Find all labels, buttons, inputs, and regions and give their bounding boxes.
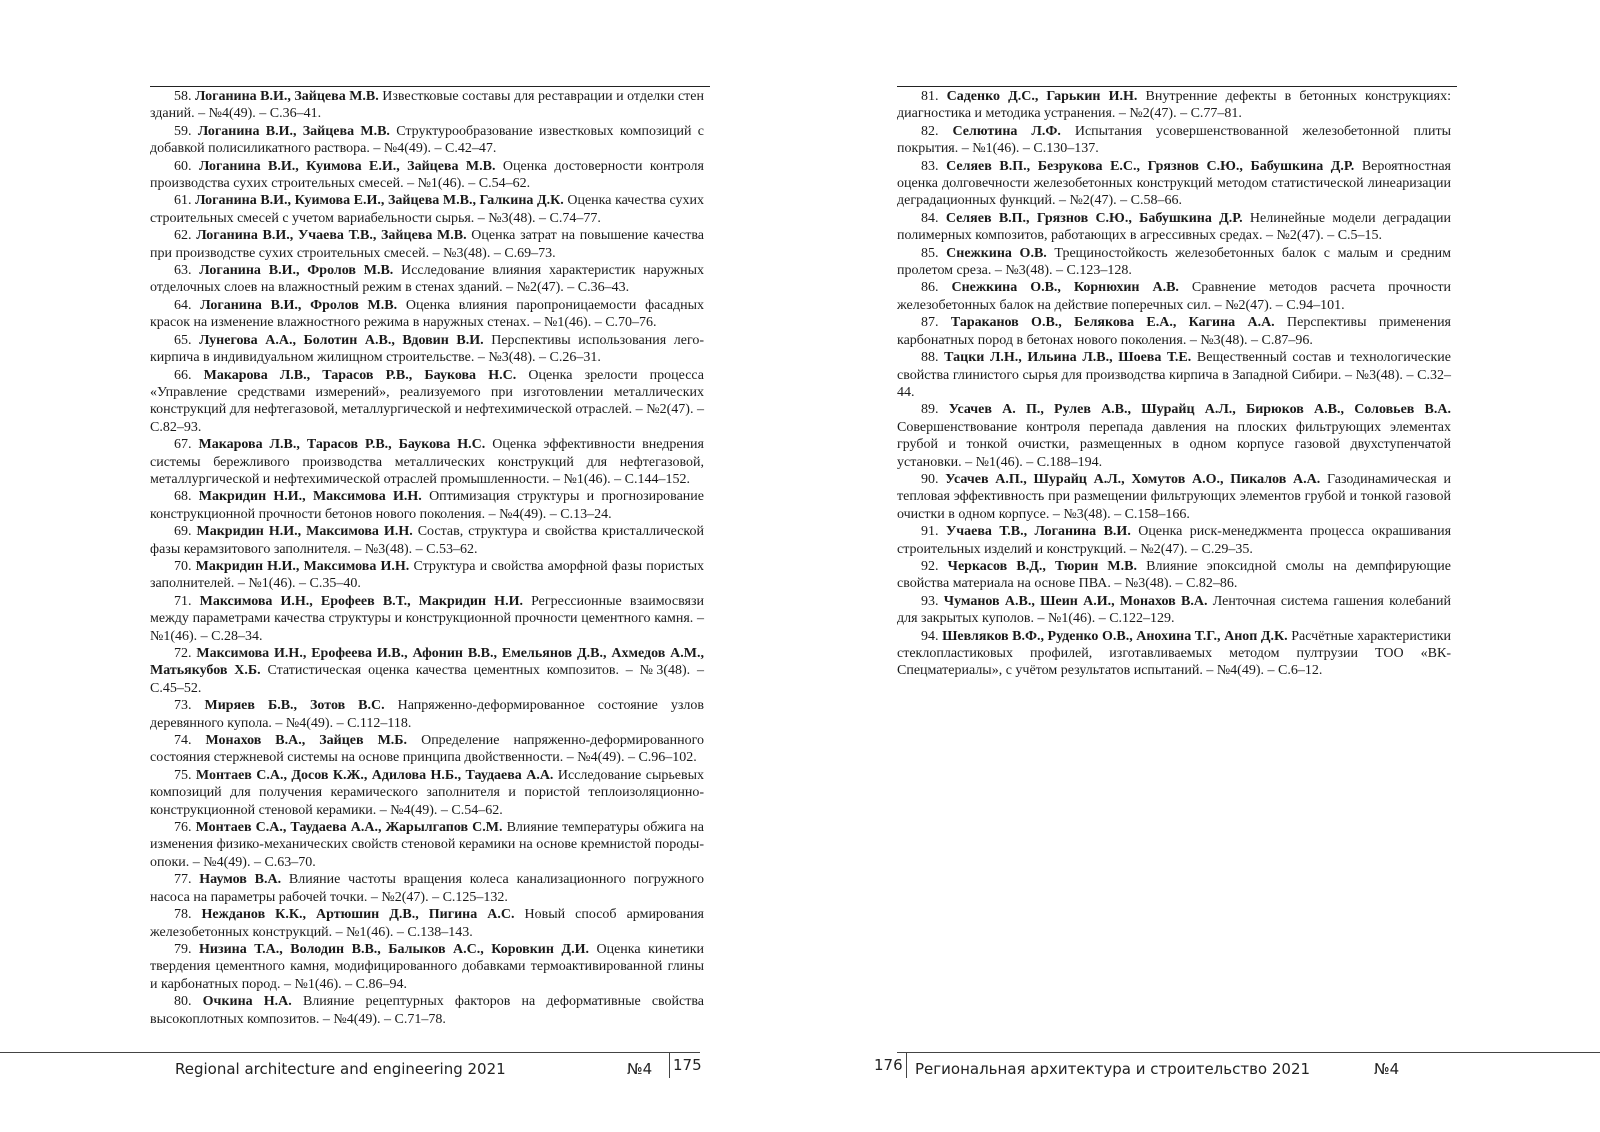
bibliography-entry	[150, 645, 704, 697]
entry-authors: Максимова И.Н., Ерофеев В.Т., Макридин Н.И.	[199, 593, 523, 609]
entry-number: 69.	[174, 524, 192, 540]
bibliography-entry	[897, 123, 1451, 158]
bibliography-entry	[150, 436, 704, 488]
bibliography-entry	[150, 297, 704, 332]
entry-text: Состав, структура и свойства кристаллической фазы керамзитового заполнителя. – №3(48). – С.53–62.	[150, 524, 705, 557]
page-number: 175	[669, 1052, 705, 1078]
entry-number: 62.	[174, 228, 192, 244]
entry-number: 84.	[921, 210, 939, 226]
bibliography-entry	[897, 349, 1451, 401]
entry-text: Перспективы использования лего-кирпича в индивидуальном жилищном строительстве. – №3(48). – С.26–31.	[150, 332, 704, 366]
bibliography-entry	[150, 158, 704, 193]
bibliography-entry	[150, 871, 704, 906]
entry-authors: Чуманов А.В., Шеин А.И., Монахов В.А.	[943, 593, 1208, 609]
bibliography-entry	[150, 941, 704, 993]
bibliography-entry	[897, 210, 1451, 245]
entry-text: Оценка затрат на повышение качества при производстве сухих строительных смесей. – №3(48). – С.69–73.	[150, 228, 705, 261]
entry-number: 64.	[174, 297, 192, 313]
entry-text: Газодинамическая и тепловая эффективность при размещении фильтрующих элементов грубой и тонкой газовой очистки в одном корпусе. – №3(48). – С.158–166.	[897, 471, 1451, 522]
bibliography-entry	[150, 367, 704, 437]
entry-text: Влияние частоты вращения колеса канализационного погружного насоса на параметры рабочей точки. – №2(47). – С.125–132.	[150, 872, 705, 905]
entry-number: 66.	[174, 367, 192, 383]
entry-text: Вероятностная оценка долговечности железобетонных конструкций методом статистической линеаризации деградационных функций. – №2(47). – С.58–66.	[897, 158, 1451, 209]
bibliography-entry	[150, 993, 704, 1028]
footer-issue-number: №4	[627, 1060, 653, 1078]
entry-text: Ленточная система гашения колебаний для закрытых куполов. – №1(46). – С.122–129.	[897, 593, 1452, 627]
entry-number: 74.	[174, 733, 192, 749]
entry-text: Оценка риск-менеджмента процесса окрашивания строительных изделий и конструкций. – №2(47). – С.29–35.	[897, 524, 1452, 557]
entry-number: 82.	[921, 123, 939, 139]
entry-text: Определение напряженно-деформированного состояния стержневой системы на основе принципа двойственности. – №4(49). – С.96–102.	[150, 733, 704, 766]
entry-authors: Шевляков В.Ф., Руденко О.В., Анохина Т.Г., Аноп Д.К.	[942, 628, 1288, 644]
entry-authors: Макарова Л.В., Тарасов Р.В., Баукова Н.С.	[198, 437, 486, 453]
entry-number: 88.	[921, 350, 939, 366]
entry-number: 71.	[174, 593, 192, 609]
entry-number: 59.	[174, 123, 192, 139]
bibliography-entry	[150, 558, 704, 593]
bibliography-entry	[150, 192, 704, 227]
bibliography-entry	[897, 471, 1451, 523]
entry-authors: Макарова Л.В., Тарасов Р.В., Баукова Н.С.	[203, 367, 517, 383]
entry-authors: Тацки Л.Н., Ильина Л.В., Шоева Т.Е.	[944, 350, 1192, 366]
bibliography-entry	[897, 401, 1451, 471]
entry-authors: Черкасов В.Д., Тюрин М.В.	[947, 558, 1137, 574]
entry-authors: Логанина В.И., Фролов М.В.	[199, 263, 394, 279]
entry-authors: Селяев В.П., Безрукова Е.С., Грязнов С.Ю., Бабушкина Д.Р.	[946, 158, 1355, 174]
bibliography-entry	[150, 88, 704, 123]
entry-number: 92.	[921, 558, 939, 574]
entry-text: Оптимизация структуры и прогнозирование конструкционной прочности бетонов нового поколения. – №4(49). – С.13–24.	[150, 489, 704, 522]
top-rule	[150, 86, 710, 87]
bibliography-entry	[150, 488, 704, 523]
entry-text: Внутренние дефекты в бетонных конструкциях: диагностика и методика устранения. – №2(47). – С.77–81.	[897, 89, 1451, 122]
entry-text: Напряженно-деформированное состояние узлов деревянного купола. – №4(49). – С.112–118.	[150, 698, 704, 731]
entry-authors: Селяев В.П., Грязнов С.Ю., Бабушкина Д.Р.	[945, 210, 1243, 226]
entry-number: 89.	[921, 402, 939, 418]
entry-authors: Монахов В.А., Зайцев М.Б.	[205, 733, 408, 749]
entry-number: 86.	[921, 280, 939, 296]
entry-number: 83.	[921, 158, 939, 174]
bibliography-entry	[897, 593, 1451, 628]
right-page	[800, 0, 1600, 1132]
bibliography-entry	[897, 158, 1451, 210]
bibliography-entry	[150, 332, 704, 367]
entry-text: Структура и свойства аморфной фазы пористых заполнителей. – №1(46). – С.35–40.	[150, 558, 705, 592]
bibliography-entry	[150, 906, 704, 941]
entry-authors: Монтаев С.А., Таудаева А.А., Жарылгапов С.М.	[195, 820, 503, 836]
page-number: 176	[871, 1052, 907, 1078]
footer-journal-title: Региональная архитектура и строительство 2021	[915, 1060, 1311, 1078]
bibliography-entry	[897, 523, 1451, 558]
entry-authors: Логанина В.И., Зайцева М.В.	[195, 89, 379, 104]
entry-authors: Логанина В.И., Куимова Е.И., Зайцева М.В.	[198, 158, 496, 174]
entry-number: 60.	[174, 158, 192, 174]
entry-authors: Селютина Л.Ф.	[952, 123, 1061, 139]
entry-number: 81.	[921, 89, 939, 104]
entry-number: 70.	[174, 558, 192, 574]
bibliography-entry	[150, 767, 704, 819]
entry-number: 67.	[174, 437, 192, 453]
entry-number: 80.	[174, 994, 192, 1010]
entry-text: Вещественный состав и технологические свойства глинистого сырья для производства кирпича в Западной Сибири. – №3(48). – С.32–44.	[897, 350, 1452, 400]
entry-text: Сравнение методов расчета прочности железобетонных балок на действие поперечных сил. – №2(47). – С.94–101.	[897, 280, 1451, 313]
entry-text: Исследование влияния характеристик наружных отделочных слоев на влажностный режим в стенах зданий. – №2(47). – С.36–43.	[150, 263, 704, 296]
entry-number: 77.	[174, 872, 192, 888]
entry-authors: Максимова И.Н., Ерофеева И.В., Афонин В.В., Емельянов Д.В., Ахмедов А.М., Матьякубов Х.Б.	[150, 646, 705, 679]
bibliography-list	[897, 88, 1451, 680]
entry-authors: Макридин Н.И., Максимова И.Н.	[198, 489, 422, 505]
entry-text: Расчётные характеристики стеклопластиковых профилей, изготавливаемых методом пултрузии ТОО «ВК-Спецматериалы», с учётом результатов испытаний. – №4(49). – С.6–12.	[897, 628, 1451, 679]
entry-authors: Миряев Б.В., Зотов В.С.	[204, 698, 385, 714]
entry-authors: Монтаев С.А., Досов К.Ж., Адилова Н.Б., Таудаева А.А.	[195, 767, 554, 783]
entry-text: Новый способ армирования железобетонных конструкций. – №1(46). – С.138–143.	[150, 907, 705, 940]
top-rule	[897, 86, 1457, 87]
entry-authors: Усачев А. П., Рулев А.В., Шурайц А.Л., Бирюков А.В., Соловьев В.А.	[948, 402, 1452, 418]
entry-authors: Логанина В.И., Зайцева М.В.	[197, 123, 390, 139]
entry-text: Структурообразование известковых композиций с добавкой полисиликатного раствора. – №4(49). – С.42–47.	[150, 123, 705, 157]
entry-authors: Логанина В.И., Фролов М.В.	[200, 297, 398, 313]
footer-rule	[897, 1052, 1600, 1053]
entry-number: 79.	[174, 941, 192, 957]
entry-authors: Тараканов О.В., Белякова Е.А., Кагина А.А.	[950, 315, 1275, 331]
entry-text: Влияние эпоксидной смолы на демпфирующие свойства материала на основе ПВА. – №3(48). – С.82–86.	[897, 558, 1451, 592]
entry-text: Нелинейные модели деградации полимерных композитов, работающих в агрессивных средах. – №2(47). – С.5–15.	[897, 210, 1452, 244]
entry-text: Влияние рецептурных факторов на деформативные свойства высокоплотных композитов. – №4(49). – С.71–78.	[150, 994, 705, 1027]
bibliography-entry	[150, 262, 704, 297]
footer-issue-number: №4	[1374, 1060, 1400, 1078]
entry-number: 90.	[921, 471, 939, 487]
entry-authors: Макридин Н.И., Максимова И.Н.	[196, 524, 413, 540]
entry-authors: Макридин Н.И., Максимова И.Н.	[195, 558, 410, 574]
entry-number: 94.	[921, 628, 939, 644]
entry-authors: Логанина В.И., Учаева Т.В., Зайцева М.В.	[196, 228, 467, 244]
entry-text: Статистическая оценка качества цементных композитов. – №3(48). – С.45–52.	[150, 663, 704, 696]
bibliography-entry	[150, 523, 704, 558]
entry-text: Известковые составы для реставрации и отделки стен зданий. – №4(49). – С.36–41.	[150, 89, 704, 122]
entry-number: 63.	[174, 263, 192, 279]
bibliography-entry	[897, 88, 1451, 123]
bibliography-entry	[150, 819, 704, 871]
entry-number: 91.	[921, 524, 939, 540]
entry-text: Оценка качества сухих строительных смесей с учетом вариабельности сырья. – №3(48). – С.74–77.	[150, 193, 704, 226]
entry-text: Оценка кинетики твердения цементного камня, модифицированного добавками термоактивированной глины и карбонатных пород. – №1(46). – С.86–94.	[150, 941, 704, 992]
entry-number: 85.	[921, 245, 939, 261]
entry-number: 87.	[921, 315, 939, 331]
entry-number: 72.	[174, 646, 192, 661]
entry-authors: Усачев А.П., Шурайц А.Л., Хомутов А.О., Пикалов А.А.	[945, 471, 1321, 487]
entry-text: Оценка зрелости процесса «Управление средствами измерений», реализуемого при изготовлении металлических конструкций для нефтегазовой, металлургической и нефтехимической отраслей. – №2(47). – С.82–93.	[150, 367, 705, 435]
entry-number: 58.	[174, 89, 192, 104]
bibliography-entry	[897, 279, 1451, 314]
entry-number: 73.	[174, 698, 192, 714]
entry-text: Оценка эффективности внедрения системы бережливого производства металлических конструкций для нефтегазовой, металлургической и нефтехимической отраслей промышленности. – №1(46). – С.144–152.	[150, 437, 704, 487]
entry-text: Совершенствование контроля перепада давления на плоских фильтрующих элементах грубой и тонкой очистки, размещенных в одном корпусе газовой двухступенчатой установки. – №1(46). – С.188–194.	[897, 419, 1451, 470]
entry-authors: Низина Т.А., Володин В.В., Балыков А.С., Коровкин Д.И.	[199, 941, 589, 957]
entry-authors: Очкина Н.А.	[202, 994, 292, 1010]
entry-number: 76.	[174, 820, 192, 836]
entry-number: 93.	[921, 593, 939, 609]
entry-text: Перспективы применения карбонатных пород в бетонах нового поколения. – №3(48). – С.87–96.	[897, 315, 1451, 348]
entry-authors: Нежданов К.К., Артюшин Д.В., Пигина А.С.	[201, 907, 515, 923]
entry-authors: Снежкина О.В., Корнюхин А.В.	[951, 280, 1179, 296]
bibliography-entry	[150, 593, 704, 645]
footer-journal-title: Regional architecture and engineering 2021	[175, 1060, 506, 1078]
entry-number: 75.	[174, 767, 192, 783]
entry-text: Оценка достоверности контроля производства сухих строительных смесей. – №1(46). – С.54–62.	[150, 158, 704, 192]
entry-authors: Учаева Т.В., Логанина В.И.	[945, 524, 1131, 540]
bibliography-entry	[897, 245, 1451, 280]
bibliography-list	[150, 88, 704, 1028]
entry-authors: Лунегова А.А., Болотин А.В., Вдовин В.И.	[199, 332, 484, 348]
entry-authors: Снежкина О.В.	[946, 245, 1047, 261]
entry-text: Исследование сырьевых композиций для получения керамического заполнителя и пористой теплоизоляционно-конструкционной стеновой керамики. – №4(49). – С.54–62.	[150, 767, 705, 818]
bibliography-entry	[150, 697, 704, 732]
entry-text: Оценка влияния паропроницаемости фасадных красок на изменение влажностного режима в наружных стенах. – №1(46). – С.70–76.	[150, 297, 704, 331]
bibliography-entry	[897, 628, 1451, 680]
entry-text: Испытания усовершенствованной железобетонной плиты покрытия. – №1(46). – С.130–137.	[897, 123, 1452, 157]
bibliography-entry	[150, 732, 704, 767]
entry-number: 78.	[174, 907, 192, 923]
bibliography-entry	[897, 314, 1451, 349]
entry-text: Регрессионные взаимосвязи между параметрами качества структуры и конструкционной прочности цементного камня. – №1(46). – С.28–34.	[150, 593, 704, 644]
entry-number: 61.	[174, 193, 192, 209]
entry-text: Влияние температуры обжига на изменения физико-механических свойств стеновой керамики на основе кремнистой породы-опоки. – №4(49). – С.63–70.	[150, 820, 705, 870]
bibliography-entry	[897, 558, 1451, 593]
entry-authors: Наумов В.А.	[199, 872, 282, 888]
entry-authors: Саденко Д.С., Гарькин И.Н.	[946, 89, 1138, 104]
entry-authors: Логанина В.И., Куимова Е.И., Зайцева М.В., Галкина Д.К.	[195, 193, 564, 209]
entry-text: Трещиностойкость железобетонных балок с малым и средним пролетом среза. – №3(48). – С.123–128.	[897, 245, 1452, 279]
bibliography-entry	[150, 227, 704, 262]
entry-number: 65.	[174, 332, 192, 348]
footer-rule	[0, 1052, 700, 1053]
bibliography-entry	[150, 123, 704, 158]
entry-number: 68.	[174, 489, 192, 505]
